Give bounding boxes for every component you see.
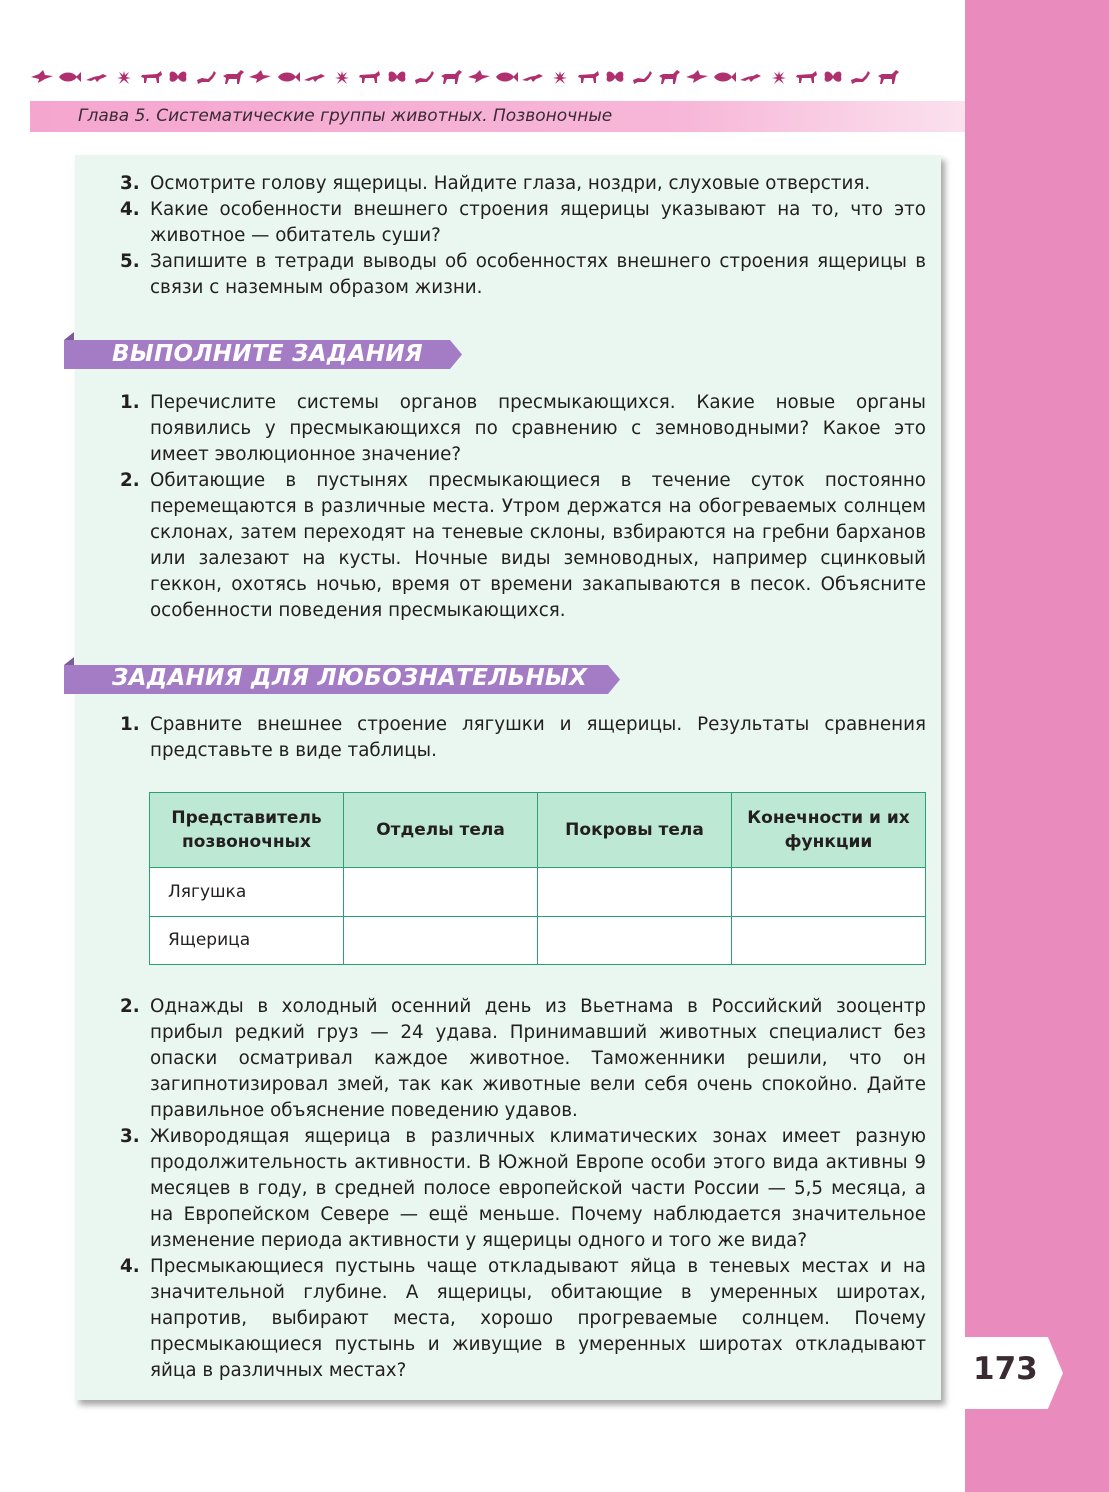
- table-cell: Ящерица: [150, 916, 344, 964]
- scorpion-icon: [630, 68, 654, 90]
- fish-icon: [57, 68, 81, 90]
- table-cell: [732, 916, 926, 964]
- item-number: 4.: [120, 1256, 140, 1277]
- fish-icon: [712, 68, 736, 90]
- mammal-icon: [576, 68, 600, 90]
- item-number: 3.: [120, 173, 140, 194]
- item-text: Запишите в тетради выводы об особенностях внешнего строения ящерицы в связи с наземным образом жизни.: [150, 251, 926, 298]
- item-number: 4.: [120, 199, 140, 220]
- table-header-row: [150, 793, 926, 868]
- list-item: [120, 197, 926, 249]
- heading-fold: [64, 332, 74, 340]
- table-cell: [538, 868, 732, 916]
- insect-icon: [112, 68, 136, 90]
- item-number: 2.: [120, 996, 140, 1017]
- animal-silhouette-row: [30, 66, 900, 92]
- lizard-icon: [739, 68, 763, 90]
- item-number: 5.: [120, 251, 140, 272]
- bird-icon: [30, 68, 54, 90]
- scorpion-icon: [194, 68, 218, 90]
- mammal-icon: [794, 68, 818, 90]
- lizard-icon: [303, 68, 327, 90]
- item-text: Сравните внешнее строение лягушки и ящерицы. Результаты сравнения представьте в виде таблицы.: [150, 714, 926, 761]
- item-text: Осмотрите голову ящерицы. Найдите глаза, ноздри, слуховые отверстия.: [150, 173, 871, 194]
- butterfly-icon: [385, 68, 409, 90]
- table-cell: [538, 916, 732, 964]
- item-number: 1.: [120, 392, 140, 413]
- table-row: [150, 868, 926, 916]
- list-item: [120, 171, 926, 197]
- table-cell: [732, 868, 926, 916]
- page-number: 173: [973, 1351, 1038, 1387]
- scorpion-icon: [848, 68, 872, 90]
- list-item: [120, 994, 926, 1124]
- comparison-table: [149, 792, 926, 965]
- bird-icon: [248, 68, 272, 90]
- list-item: [120, 1254, 926, 1384]
- table-cell: [344, 916, 538, 964]
- butterfly-icon: [166, 68, 190, 90]
- table-header: Конечности и их функции: [732, 793, 926, 868]
- side-color-strip: [965, 0, 1109, 1492]
- fish-icon: [494, 68, 518, 90]
- item-text: Какие особенности внешнего строения ящерицы указывают на то, что это животное — обитатель суши?: [150, 199, 926, 246]
- fish-icon: [276, 68, 300, 90]
- bird-icon: [467, 68, 491, 90]
- item-text: Живородящая ящерица в различных климатических зонах имеет разную продолжительность активности. В Южной Европе особи этого вида активны 9 месяцев в году, в средней полосе европейской части России — 5,5 месяца, а на Европейском Севере — ещё меньше. Почему наблюдается значительное изменение периода активности у ящерицы одного и того же вида?: [150, 1126, 926, 1251]
- item-text: Перечислите системы органов пресмыкающихся. Какие новые органы появились у пресмыкающихся по сравнению с земноводными? Какое это имеет эволюционное значение?: [150, 392, 926, 465]
- table-header: Отделы тела: [344, 793, 538, 868]
- list-item: [120, 249, 926, 301]
- section-heading-curious: ЗАДАНИЯ ДЛЯ ЛЮБОЗНАТЕЛЬНЫХ: [112, 665, 588, 691]
- chapter-title: Глава 5. Систематические группы животных. Позвоночные: [78, 106, 613, 126]
- mammal-icon: [357, 68, 381, 90]
- horse-icon: [657, 68, 681, 90]
- insect-icon: [548, 68, 572, 90]
- horse-icon: [439, 68, 463, 90]
- item-number: 3.: [120, 1126, 140, 1147]
- mammal-icon: [139, 68, 163, 90]
- butterfly-icon: [603, 68, 627, 90]
- item-number: 2.: [120, 470, 140, 491]
- list-item: [120, 390, 926, 468]
- item-text: Однажды в холодный осенний день из Вьетнама в Российский зооцентр прибыл редкий груз — 24 удава. Принимавший животных специалист без опаски осматривал каждое животное. Таможенники решили, что он загипнотизировал змей, так как животные вели себя очень спокойно. Дайте правильное объяснение поведению удавов.: [150, 996, 926, 1121]
- table-cell: Лягушка: [150, 868, 344, 916]
- section-heading-assignments: ВЫПОЛНИТЕ ЗАДАНИЯ: [112, 341, 423, 367]
- item-number: 1.: [120, 714, 140, 735]
- list-item: [120, 468, 926, 624]
- item-text: Пресмыкающиеся пустынь чаще откладывают яйца в теневых местах и на значительной глубине. А ящерицы, обитающие в умеренных широтах, напротив, выбирают места, хорошо прогреваемые солнцем. Почему пресмыкающиеся пустынь и живущие в умеренных широтах откладывают яйца в различных местах?: [150, 1256, 926, 1381]
- butterfly-icon: [821, 68, 845, 90]
- horse-icon: [876, 68, 900, 90]
- heading-fold: [64, 657, 74, 665]
- lizard-icon: [521, 68, 545, 90]
- scorpion-icon: [412, 68, 436, 90]
- bird-icon: [685, 68, 709, 90]
- list-item: [120, 712, 926, 764]
- list-item: [120, 1124, 926, 1254]
- insect-icon: [767, 68, 791, 90]
- item-text: Обитающие в пустынях пресмыкающиеся в течение суток постоянно перемещаются в различные места. Утром держатся на обогреваемых солнцем склонах, затем переходят на теневые склоны, взбираются на гребни барханов или залезают на кусты. Ночные виды земноводных, например сцинковый геккон, охотясь ночью, время от времени закапываются в песок. Объясните особенности поведения пресмыкающихся.: [150, 470, 926, 621]
- table-header: Покровы тела: [538, 793, 732, 868]
- lizard-icon: [85, 68, 109, 90]
- table-row: [150, 916, 926, 964]
- horse-icon: [221, 68, 245, 90]
- insect-icon: [330, 68, 354, 90]
- table-header: Представитель позвоночных: [150, 793, 344, 868]
- table-cell: [344, 868, 538, 916]
